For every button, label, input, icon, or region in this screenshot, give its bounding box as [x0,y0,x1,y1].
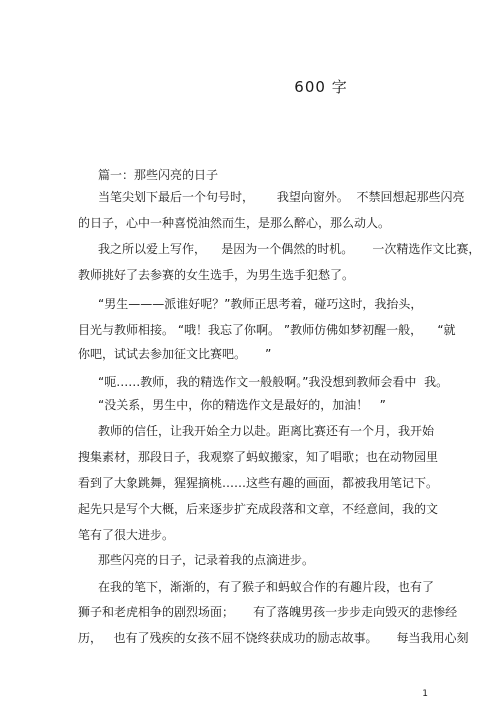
text-line: 那些闪亮的日子，记录着我的点滴进步。 [98,553,315,567]
text-line: 在我的笔下，渐渐的，有了猴子和蚂蚁合作的有趣片段，也有了 [98,580,435,594]
text-line: “呃……教师，我的精选作文一般般啊。”我没想到教师会看中 我。 [98,375,449,389]
text-line: 目光与教师相接。 “哦！我忘了你啊。 ”教师仿佛如梦初醒一般， “就 [78,323,456,337]
text-line: “男生———派谁好呢？”教师正思考着，碰巧这时，我抬头， [98,297,423,311]
text-line: 狮子和老虎相争的剧烈场面； 有了落魄男孩一步步走向毁灭的悲惨经 [78,605,458,619]
text-line: 起先只是写个大概，后来逐步扩充成段落和文章，不经意间，我的文 [78,502,439,516]
text-line: 笔有了很大进步。 [78,528,175,542]
page-number: 1 [422,689,428,699]
text-line: 教师挑好了去参赛的女生选手，为男生选手犯愁了。 [78,268,355,282]
text-line: 教师的信任，让我开始全力以赴。距离比赛还有一个月，我开始 [98,424,435,438]
text-line: 看到了大象跳舞，猩猩摘桃……这些有趣的画面，都被我用笔记下。 [78,476,439,490]
text-line: 你吧，试试去参加征文比赛吧。 ” [78,347,272,361]
text-line: 的日子，心中一种喜悦油然而生，是那么醉心，那么动人。 [78,216,391,230]
text-line: 搜集素材，那段日子，我观察了蚂蚁搬家，知了唱歌；也在动物园里 [78,450,439,464]
page-title: 600 字 [294,78,348,96]
section-heading: 篇一：那些闪亮的日子 [98,168,219,182]
text-line: 历， 也有了残疾的女孩不屈不饶终获成功的励志故事。 每当我用心刻 [78,631,469,645]
text-line: “没关系，男生中，你的精选作文是最好的，加油！ ” [98,398,386,412]
text-line: 当笔尖划下最后一个句号时， 我望向窗外。 不禁回想起那些闪亮 [98,190,465,204]
text-line: 我之所以爱上写作， 是因为一个偶然的时机。 一次精选作文比赛， [98,242,481,256]
